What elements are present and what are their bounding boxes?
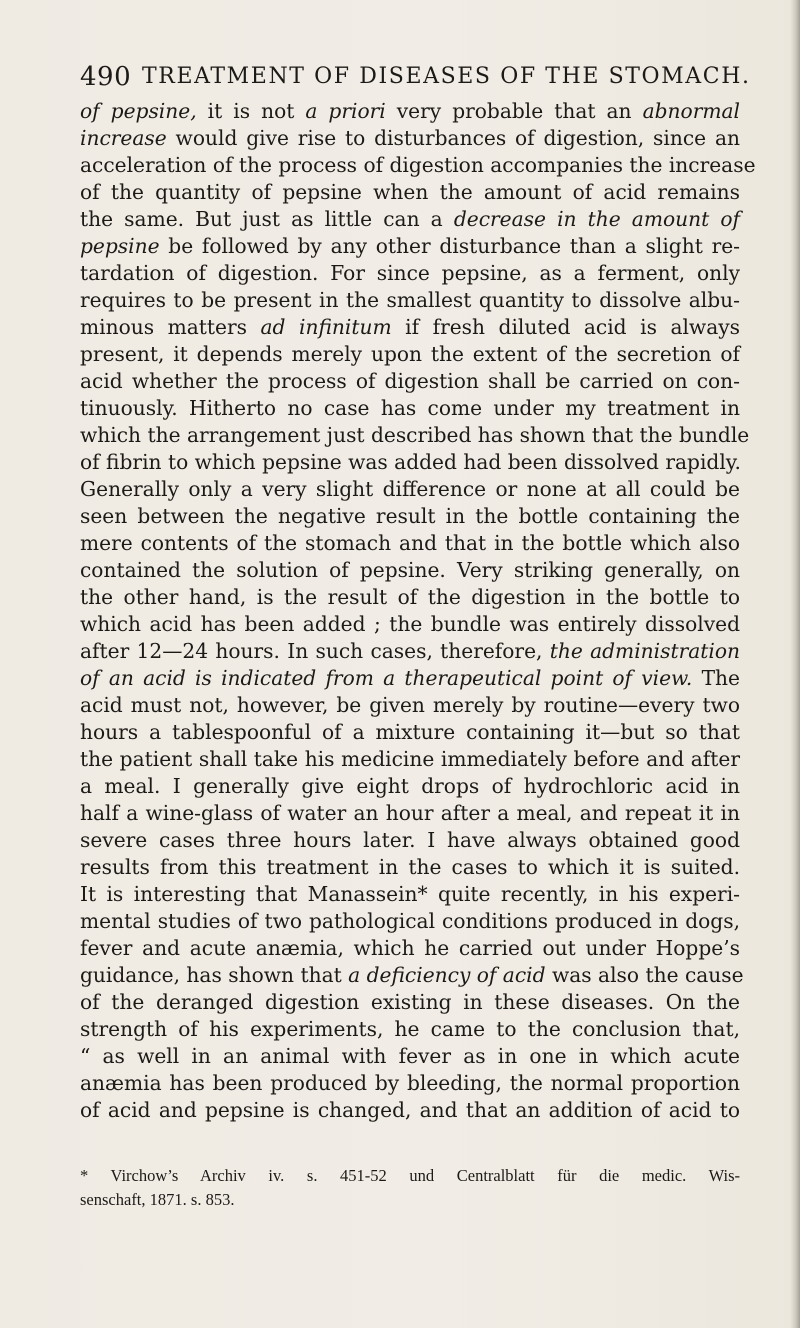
text-line: [80, 719, 740, 746]
body-text: [80, 98, 756, 1124]
text-run: mental studies of two pathological conditions produced in dogs,: [80, 909, 740, 933]
text-run: tinuously. Hitherto no case has come under my treatment in: [80, 396, 740, 420]
text-line: [80, 746, 740, 773]
page-number: 490: [80, 62, 132, 92]
text-run: tardation of digestion. For since pepsine, as a ferment, only: [80, 261, 740, 285]
text-line: [80, 422, 750, 449]
text-run: “ as well in an animal with fever as in one in which acute: [80, 1044, 740, 1068]
text-line: [80, 692, 740, 719]
text-run: which the arrangement just described has shown that the bundle: [80, 423, 750, 447]
italic-run: abnormal: [642, 99, 740, 123]
text-run: requires to be present in the smallest quantity to dissolve albu-: [80, 288, 740, 312]
text-line: [80, 368, 740, 395]
text-line: [80, 989, 740, 1016]
text-line: [80, 125, 740, 152]
text-line: [80, 962, 744, 989]
text-line: [80, 449, 740, 476]
text-line: [80, 908, 740, 935]
text-line: [80, 476, 740, 503]
text-line: [80, 260, 740, 287]
text-line: [80, 1097, 740, 1124]
text-run: anæmia has been produced by bleeding, the normal proportion: [80, 1071, 740, 1095]
footnote: [80, 1164, 740, 1212]
text-line: [80, 611, 740, 638]
text-line: [80, 341, 740, 368]
text-line: [80, 557, 740, 584]
text-line: [80, 1016, 740, 1043]
text-run: after 12—24 hours. In such cases, therefore,: [80, 639, 550, 663]
text-line: [80, 827, 740, 854]
text-run: very probable that an: [385, 99, 643, 123]
italic-run: increase: [80, 126, 167, 150]
text-run: minous matters: [80, 315, 261, 339]
text-line: [80, 395, 740, 422]
text-line: [80, 152, 756, 179]
text-line: [80, 800, 740, 827]
text-line: [80, 935, 740, 962]
text-line: [80, 1070, 740, 1097]
text-run: severe cases three hours later. I have always obtained good: [80, 828, 740, 852]
text-run: mere contents of the stomach and that in the bottle which also: [80, 531, 740, 555]
text-run: The: [692, 666, 740, 690]
italic-run: a priori: [305, 99, 386, 123]
text-line: [80, 665, 740, 692]
italic-run: a deficiency of acid: [348, 963, 546, 987]
text-line: [80, 1043, 740, 1070]
text-run: of the deranged digestion existing in these diseases. On the: [80, 990, 740, 1014]
text-line: [80, 881, 740, 908]
text-run: of fibrin to which pepsine was added had been dissolved rapidly.: [80, 450, 741, 474]
text-run: would give rise to disturbances of digestion, since an: [166, 126, 740, 150]
italic-run: of pepsine,: [80, 99, 197, 123]
text-line: [80, 854, 740, 881]
italic-run: of an acid is indicated from a therapeutical point of view.: [80, 666, 693, 690]
italic-run: the administration: [549, 639, 740, 663]
text-run: be followed by any other disturbance than a slight re-: [159, 234, 740, 258]
text-line: [80, 179, 740, 206]
text-run: acid whether the process of digestion shall be carried on con-: [80, 369, 740, 393]
text-run: it is not: [196, 99, 306, 123]
text-run: Generally only a very slight difference or none at all could be: [80, 477, 740, 501]
text-run: if fresh diluted acid is always: [391, 315, 741, 339]
text-line: [80, 206, 740, 233]
text-run: present, it depends merely upon the extent of the secretion of: [80, 342, 740, 366]
text-run: acceleration of the process of digestion accompanies the increase: [80, 153, 756, 177]
text-line: [80, 638, 740, 665]
text-run: hours a tablespoonful of a mixture containing it—but so that: [80, 720, 740, 744]
footnote-line: senschaft, 1871. s. 853.: [80, 1190, 235, 1209]
text-line: [80, 584, 740, 611]
text-run: seen between the negative result in the bottle containing the: [80, 504, 740, 528]
text-line: [80, 503, 740, 530]
running-head: TREATMENT OF DISEASES OF THE STOMACH.: [142, 64, 751, 89]
text-run: acid must not, however, be given merely by routine—every two: [80, 693, 740, 717]
text-line: [80, 773, 740, 800]
text-run: a meal. I generally give eight drops of hydrochloric acid in: [80, 774, 740, 798]
text-run: guidance, has shown that: [80, 963, 349, 987]
italic-run: pepsine: [80, 234, 160, 258]
italic-run: decrease in the amount of: [453, 207, 740, 231]
page-edge-shadow: [790, 0, 800, 1328]
italic-run: ad infinitum: [260, 315, 392, 339]
text-line: [80, 233, 740, 260]
text-line: [80, 314, 740, 341]
text-run: the patient shall take his medicine immediately before and after: [80, 747, 740, 771]
text-run: of acid and pepsine is changed, and that an addition of acid to: [80, 1098, 740, 1122]
text-line: [80, 98, 740, 125]
text-line: [80, 287, 740, 314]
page-header: [80, 62, 751, 98]
text-run: contained the solution of pepsine. Very striking generally, on: [80, 558, 740, 582]
text-run: the same. But just as little can a: [80, 207, 454, 231]
text-run: the other hand, is the result of the digestion in the bottle to: [80, 585, 740, 609]
text-run: fever and acute anæmia, which he carried out under Hoppe’s: [80, 936, 740, 960]
text-run: results from this treatment in the cases to which it is suited.: [80, 855, 740, 879]
text-run: half a wine-glass of water an hour after a meal, and repeat it in: [80, 801, 740, 825]
text-run: was also the cause: [545, 963, 744, 987]
text-run: strength of his experiments, he came to the conclusion that,: [80, 1017, 740, 1041]
text-run: It is interesting that Manassein* quite recently, in his experi-: [80, 882, 740, 906]
text-run: which acid has been added ; the bundle was entirely dissolved: [80, 612, 740, 636]
footnote-line: * Virchow’s Archiv iv. s. 451-52 und Centralblatt für die medic. Wis-: [80, 1166, 740, 1185]
text-line: [80, 530, 740, 557]
text-run: of the quantity of pepsine when the amount of acid remains: [80, 180, 740, 204]
